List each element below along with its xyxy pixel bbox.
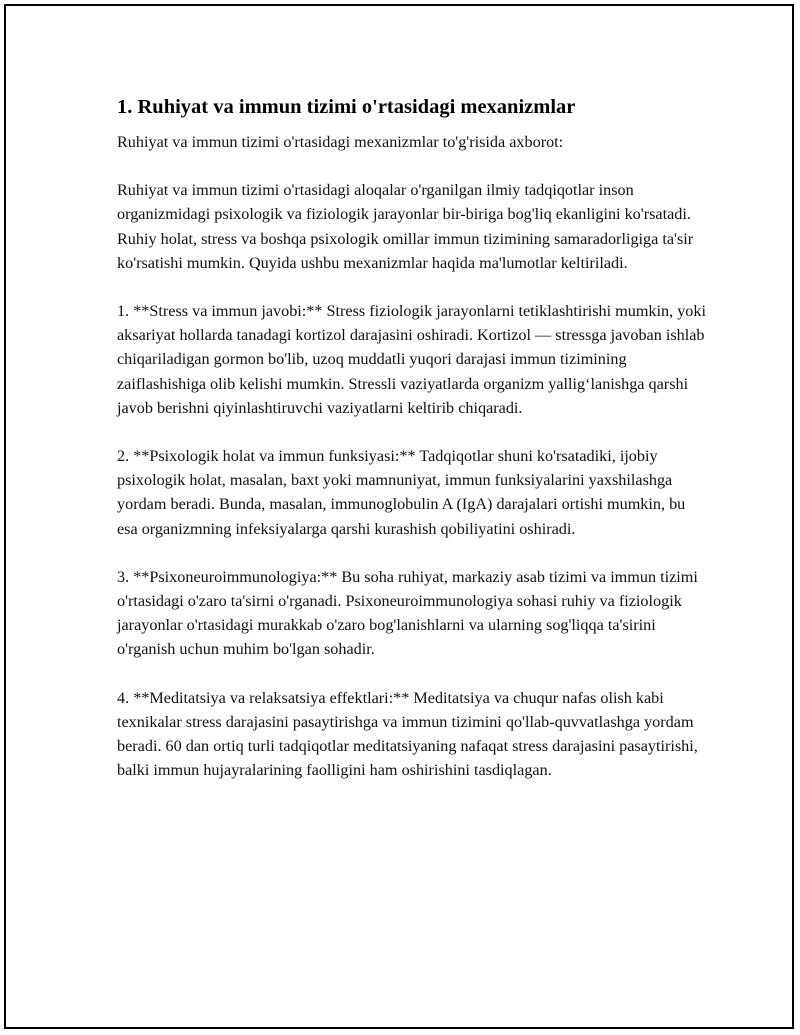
document-body bbox=[117, 94, 707, 806]
psychological-state-paragraph: 2. **Psixologik holat va immun funksiyasi:** Tadqiqotlar shuni ko'rsatadiki, ijobiy psixologik holat, masalan, baxt yoki mamnuniyat, immun funksiyalarini yaxshilashga yordam beradi. Bunda, masalan, immunoglobulin A (IgA) darajalari ortishi mumkin, bu esa organizmning infeksiyalarga qarshi kurashish qobiliyatini oshiradi. bbox=[117, 447, 686, 538]
stress-paragraph: 1. **Stress va immun javobi:** Stress fiziologik jarayonlarni tetiklashtirishi mumkin, yoki aksariyat hollarda tanadagi kortizol darajasini oshiradi. Kortizol — stressga javoban ishlab chiqariladigan gormon bo'lib, uzoq muddatli yuqori darajasi immun tizimining zaiflashishiga olib kelishi mumkin. Stressli vaziyatlarda organizm yallig‘lanishga qarshi javob berishni qiyinlashtiruvchi vaziyatlarni keltirib chiqaradi. bbox=[117, 302, 706, 417]
overview-paragraph: Ruhiyat va immun tizimi o'rtasidagi aloqalar o'rganilgan ilmiy tadqiqotlar inson organizmidagi psixologik va fiziologik jarayonlar bir-biriga bog'liq ekanligini ko'rsatadi. Ruhiy holat, stress va boshqa psixologik omillar immun tizimining samaradorligiga ta'sir ko'rsatishi mumkin. Quyida ushbu mexanizmlar haqida ma'lumotlar keltiriladi. bbox=[117, 181, 694, 272]
intro-line: Ruhiyat va immun tizimi o'rtasidagi mexanizmlar to'g'risida axborot: bbox=[117, 133, 564, 151]
meditation-paragraph: 4. **Meditatsiya va relaksatsiya effektlari:** Meditatsiya va chuqur nafas olish kabi texnikalar stress darajasini pasaytirishga va immun tizimini qo'llab-quvvatlashga yordam beradi. 60 dan ortiq turli tadqiqotlar meditatsiyaning nafaqat stress darajasini pasaytirishi, balki immun hujayralarining faolligini ham oshirishini tasdiqlagan. bbox=[117, 688, 698, 780]
psychoneuroimmunology-paragraph: 3. **Psixoneuroimmunologiya:** Bu soha ruhiyat, markaziy asab tizimi va immun tizimi o'rtasidagi o'zaro ta'sirni o'rganadi. Psixoneuroimmunologiya sohasi ruhiy va fiziologik jarayonlar o'rtasidagi murakkab o'zaro bog'lanishlarni va ularning sog'liqqa ta'sirini o'rganish uchun muhim bo'lgan sohadir. bbox=[117, 567, 698, 659]
document-title: 1. Ruhiyat va immun tizimi o'rtasidagi mexanizmlar bbox=[117, 96, 576, 118]
